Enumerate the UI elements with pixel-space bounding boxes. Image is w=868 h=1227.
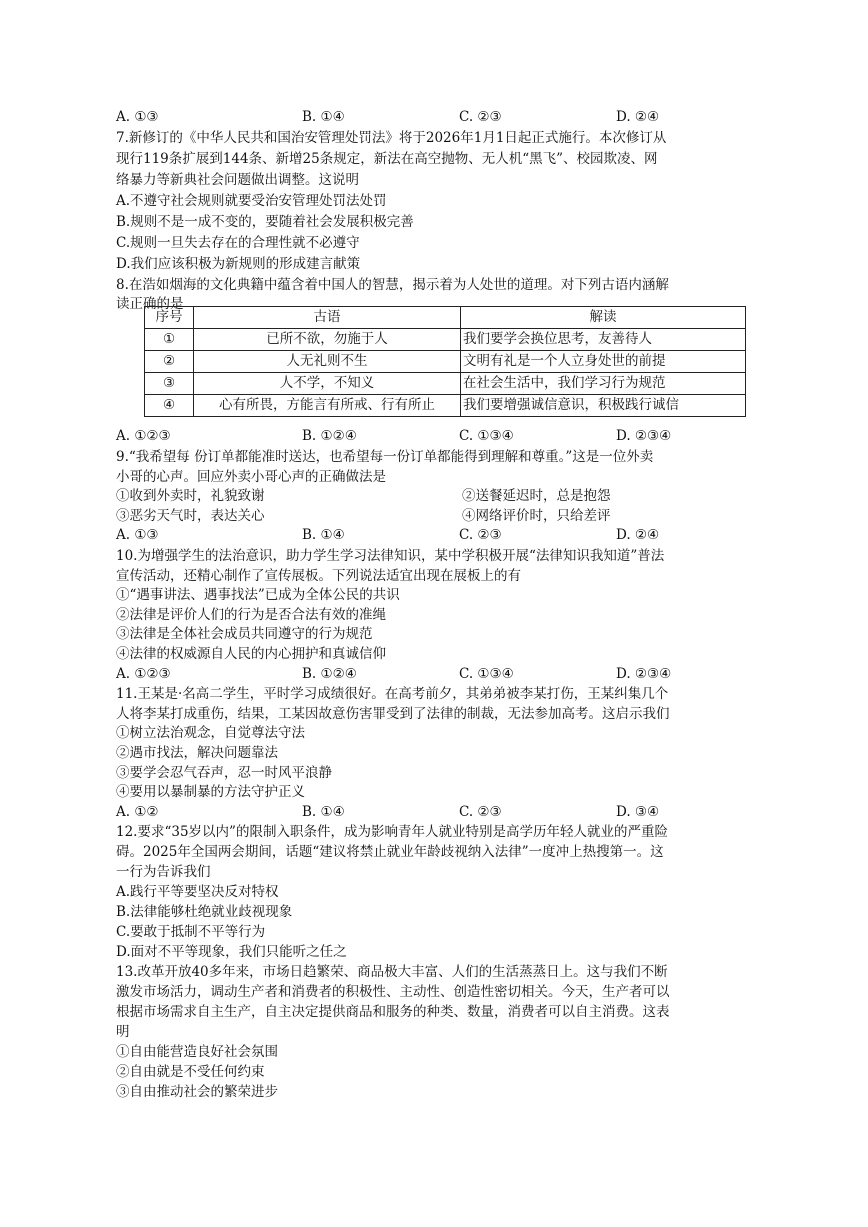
q11-stem-line: 人将李某打成重伤，结果，工某因故意伤害罪受到了法律的制裁，无法参加高考。这启示我们 (116, 706, 670, 722)
option-b[interactable]: B. ①②④ (302, 666, 357, 682)
table-row (145, 395, 746, 417)
q11-item: ①树立法治观念，自觉尊法守法 (116, 725, 305, 741)
option-a[interactable]: A. ①③ (116, 109, 159, 125)
table-cell: ② (145, 351, 194, 373)
option-d[interactable]: D. ②④ (616, 527, 660, 543)
option-d[interactable]: D. ③④ (616, 804, 660, 820)
q13-stem-line: 激发市场活力，调动生产者和消费者的积极性、主动性、创造性密切相关。今天，生产者可以 (116, 984, 670, 1000)
q9-stem-line: 9.“我希望每 份订单都能准时送达，也希望每一份订单都能得到理解和尊重。”这是一位外卖 (116, 449, 654, 465)
q7-stem-line: 7.新修订的《中华人民共和国治安管理处罚法》将于2026年1月1日起正式施行。本次修订从 (116, 130, 667, 146)
table-header: 序号 (145, 307, 194, 329)
q13-item: ②自由就是不受任何约束 (116, 1064, 265, 1080)
table-cell: 文明有礼是一个人立身处世的前提 (461, 351, 746, 373)
q12-stem-line: 一行为告诉我们 (116, 864, 211, 880)
option-c[interactable]: C. ②③ (459, 527, 502, 543)
q10-options (116, 664, 756, 685)
q9-items-row (116, 486, 756, 507)
q12-choice-c[interactable]: C.要敢于抵制不平等行为 (116, 924, 266, 940)
q13-item: ③自由推动社会的繁荣进步 (116, 1084, 278, 1100)
option-a[interactable]: A. ①②③ (116, 666, 171, 682)
q6-options (116, 107, 756, 128)
q8-stem-line: 读正确的是 (116, 296, 184, 312)
q9-item: ③恶劣天气时，表达关心 (116, 508, 265, 524)
option-a[interactable]: A. ①② (116, 804, 159, 820)
q7-choice-a[interactable]: A.不遵守社会规则就要受治安管理处罚法处罚 (116, 193, 387, 209)
q12-choice-b[interactable]: B.法律能够杜绝就业歧视现象 (116, 904, 293, 920)
q7-stem-line: 现行119条扩展到144条、新增25条规定，新法在高空抛物、无人机“黑飞”、校园欺凌、网 (116, 151, 658, 167)
table-cell: ④ (145, 395, 194, 417)
q12-stem-line: 碍。2025年全国两会期间，话题“建议将禁止就业年龄歧视纳入法律”一度冲上热搜第一。这 (116, 844, 664, 860)
q7-stem-line: 络暴力等新典社会问题做出调整。这说明 (116, 172, 359, 188)
q10-stem-line: 宣传活动，还精心制作了宣传展板。下列说法适宜出现在展板上的有 (116, 568, 521, 584)
option-a[interactable]: A. ①②③ (116, 428, 171, 444)
table-header-row (145, 307, 746, 329)
q8-table (144, 306, 746, 417)
table-cell: 我们要学会换位思考，友善待人 (461, 329, 746, 351)
option-b[interactable]: B. ①④ (302, 527, 345, 543)
q12-stem-line: 12.要求“35岁以内”的限制入职条件，成为影响青年人就业特别是高学历年轻人就业的严重险 (116, 824, 668, 840)
q13-item: ①自由能营造良好社会氛围 (116, 1044, 278, 1060)
q13-stem-line: 明 (116, 1024, 130, 1040)
q7-choice-c[interactable]: C.规则一旦失去存在的合理性就不必遵守 (116, 235, 360, 251)
q9-stem-line: 小哥的心声。回应外卖小哥心声的正确做法是 (116, 469, 386, 485)
q13-stem-line: 根据市场需求自主生产，自主决定提供商品和服务的种类、数量，消费者可以自主消费。这表 (116, 1004, 670, 1020)
q9-item: ①收到外卖时，礼貌致谢 (116, 488, 265, 504)
q8-options (116, 426, 756, 447)
q9-item: ②送餐延迟时，总是抱怨 (462, 488, 611, 504)
table-cell: 已所不欲，勿施于人 (194, 329, 461, 351)
option-b[interactable]: B. ①④ (302, 109, 345, 125)
q11-item: ③要学会忍气吞声，忍一时风平浪静 (116, 765, 332, 781)
q13-stem-line: 13.改革开放40多年来，市场日趋繁荣、商品极大丰富、人们的生活蒸蒸日上。这与我们不断 (116, 964, 668, 980)
table-header: 解读 (461, 307, 746, 329)
option-c[interactable]: C. ①③④ (459, 666, 514, 682)
option-a[interactable]: A. ①③ (116, 527, 159, 543)
q10-item: ①“遇事讲法、遇事找法”已成为全体公民的共识 (116, 587, 400, 603)
q12-choice-a[interactable]: A.践行平等要坚决反对特权 (116, 884, 279, 900)
q12-choice-d[interactable]: D.面对不平等现象，我们只能听之任之 (116, 944, 347, 960)
table-cell: 人无礼则不生 (194, 351, 461, 373)
option-c[interactable]: C. ②③ (459, 804, 502, 820)
table-cell: 人不学，不知义 (194, 373, 461, 395)
table-header: 古语 (194, 307, 461, 329)
q11-options (116, 802, 756, 823)
q9-item: ④网络评价时，只给差评 (462, 508, 611, 524)
table-cell: 在社会生活中，我们学习行为规范 (461, 373, 746, 395)
q7-choice-d[interactable]: D.我们应该积极为新规则的形成建言献策 (116, 256, 361, 272)
option-d[interactable]: D. ②④ (616, 109, 660, 125)
q10-item: ②法律是评价人们的行为是否合法有效的准绳 (116, 607, 386, 623)
table-row (145, 351, 746, 373)
option-b[interactable]: B. ①②④ (302, 428, 357, 444)
q9-options (116, 525, 756, 546)
q7-choice-b[interactable]: B.规则不是一成不变的，要随着社会发展积极完善 (116, 214, 414, 230)
table-row (145, 329, 746, 351)
q11-item: ②遇市找法，解决问题靠法 (116, 745, 278, 761)
table-cell: ① (145, 329, 194, 351)
q9-items-row (116, 506, 756, 527)
option-c[interactable]: C. ①③④ (459, 428, 514, 444)
option-b[interactable]: B. ①④ (302, 804, 345, 820)
option-d[interactable]: D. ②③④ (616, 428, 672, 444)
table-cell: 我们要增强诚信意识，积极践行诚信 (461, 395, 746, 417)
table-cell: 心有所畏，方能言有所戒、行有所止 (194, 395, 461, 417)
q11-stem-line: 11.王某是·名高二学生，平时学习成绩很好。在高考前夕，其弟弟被李某打伤，王某纠集几个 (116, 686, 669, 702)
table-cell: ③ (145, 373, 194, 395)
q10-item: ④法律的权威源自人民的内心拥护和真诚信仰 (116, 646, 386, 662)
q10-item: ③法律是全体社会成员共同遵守的行为规范 (116, 626, 373, 642)
option-c[interactable]: C. ②③ (459, 109, 502, 125)
q10-stem-line: 10.为增强学生的法治意识，助力学生学习法律知识，某中学积极开展“法律知识我知道”普法 (116, 548, 665, 564)
option-d[interactable]: D. ②③④ (616, 666, 672, 682)
q8-stem-line: 8.在浩如烟海的文化典籍中蕴含着中国人的智慧，揭示着为人处世的道理。对下列古语内涵解 (116, 277, 669, 293)
q11-item: ④要用以暴制暴的方法守护正义 (116, 784, 305, 800)
table-row (145, 373, 746, 395)
